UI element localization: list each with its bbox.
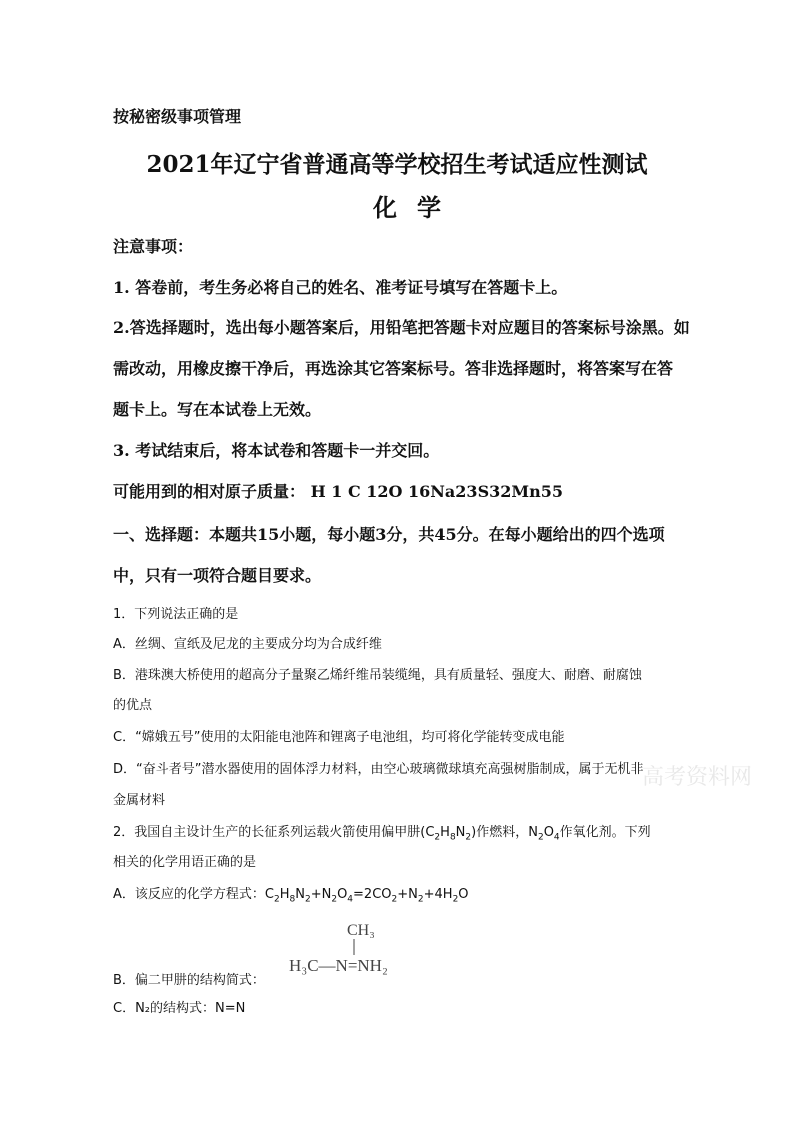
notice-item-3: 3. 考试结束后，将本试卷和答题卡一并交回。: [113, 441, 440, 460]
q2-stem-part-3: 作氧化剂。下列: [559, 825, 651, 840]
q1-option-c: C．“嫦娥五号”使用的太阳能电池阵和锂离子电池组，均可将化学能转变成电能: [113, 730, 565, 745]
dimethylhydrazine-structure: [285, 915, 435, 979]
notice-item-1: 1. 答卷前，考生务必将自己的姓名、准考证号填写在答题卡上。: [113, 278, 568, 297]
notice-heading: 注意事项：: [113, 237, 194, 256]
q1-option-a: A．丝绸、宣纸及尼龙的主要成分均为合成纤维: [113, 637, 382, 652]
section-1-line-2: 中，只有一项符合题目要求。: [113, 566, 322, 585]
secret-note: 按秘密级事项管理: [113, 107, 242, 126]
notice-item-2-line-3: 题卡上。写在本试卷上无效。: [113, 400, 322, 419]
notice-item-2-line-1: 2.答选择题时，选出每小题答案后，用铅笔把答题卡对应题目的答案标号涂黑。如: [113, 318, 690, 337]
structure-main-chain: H₃C—N=NH₂: [289, 956, 388, 975]
q2-option-a-prefix: A．该反应的化学方程式：: [113, 887, 265, 902]
q2-option-a: A．该反应的化学方程式：$C_2H_8N_2+N_2O_4=2CO_2+N_2+4H_2O$: [113, 887, 469, 905]
atomic-mass-line: 可能用到的相对原子质量： H 1 C 12O 16Na23S32Mn55: [113, 482, 563, 501]
q1-stem: 1．下列说法正确的是: [113, 607, 239, 622]
q1-option-b-line-1: B．港珠澳大桥使用的超高分子量聚乙烯纤维吊装缆绳，具有质量轻、强度大、耐磨、耐腐蚀: [113, 668, 642, 683]
notice-item-2-line-2: 需改动，用橡皮擦干净后，再选涂其它答案标号。答非选择题时，将答案写在答: [113, 359, 674, 378]
q2-stem-line-1: 2．我国自主设计生产的长征系列运载火箭使用偏甲肼$(C_2H_8N_2)$作燃料，$N_2O_4$作氧化剂。下列: [113, 825, 651, 843]
section-1-line-1: 一、选择题：本题共15小题，每小题3分，共45分。在每小题给出的四个选项: [113, 525, 665, 544]
watermark: 高考资料网: [641, 765, 752, 790]
structure-ch3-label: CH₃: [347, 922, 375, 939]
q2-option-b: B．偏二甲肼的结构简式：: [113, 973, 265, 988]
q1-option-d-line-1: D．“奋斗者号”潜水器使用的固体浮力材料，由空心玻璃微球填充高强树脂制成，属于无机非: [113, 762, 644, 777]
q2-stem-line-2: 相关的化学用语正确的是: [113, 855, 257, 870]
exam-title: 2021年辽宁省普通高等学校招生考试适应性测试: [146, 151, 648, 178]
subject-title: 化学: [373, 193, 461, 222]
q1-option-d-line-2: 金属材料: [113, 793, 166, 808]
q2-option-c: C．N₂的结构式：N=N: [113, 1001, 246, 1016]
q2-stem-part-1: 2．我国自主设计生产的长征系列运载火箭使用偏甲肼(: [113, 825, 426, 840]
q2-stem-part-2: )作燃料，: [471, 825, 529, 840]
q1-option-b-line-2: 的优点: [113, 698, 153, 713]
